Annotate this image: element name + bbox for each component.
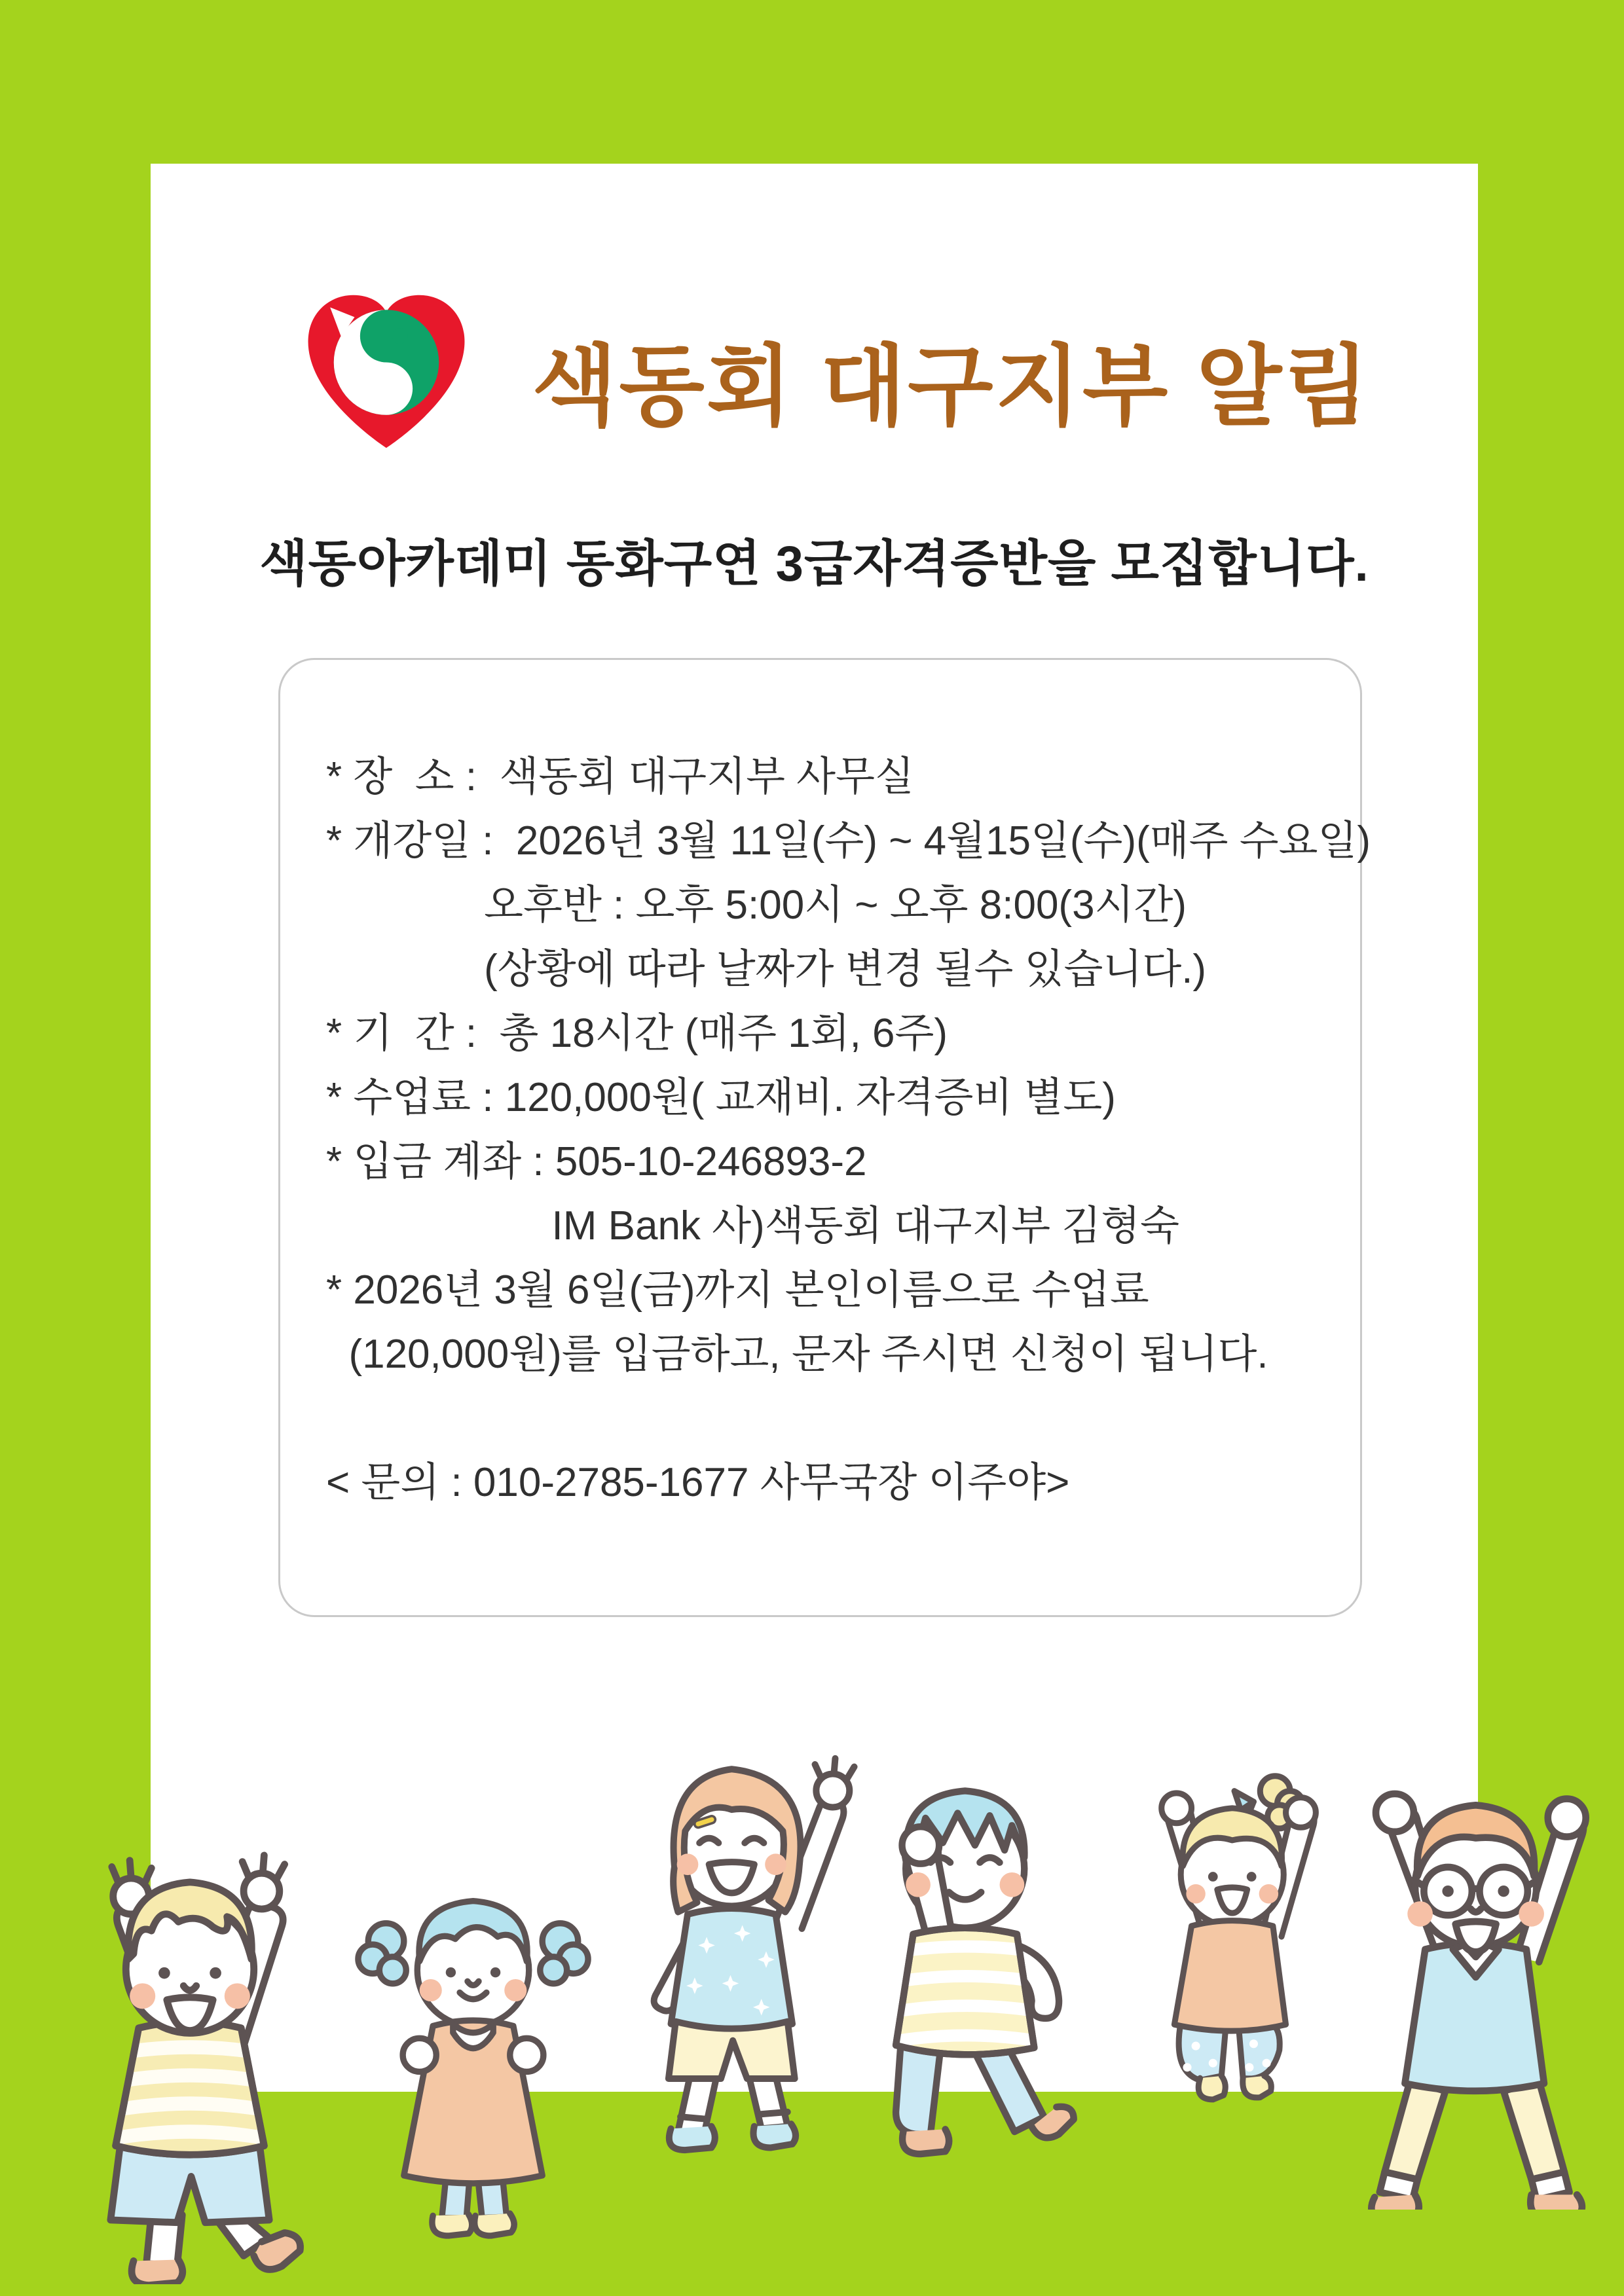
child-2-girl-pigtails-icon <box>350 1843 596 2245</box>
child-5-girl-ponytail-icon <box>1116 1755 1352 2140</box>
child-6-boy-glasses-icon <box>1339 1755 1617 2210</box>
notice-line-fee: * 수업료 : 120,000원( 교재비. 자격증비 별도) <box>326 1075 1116 1120</box>
notice-line-start-date: * 개강일 : 2026년 3월 11일(수) ~ 4월15일(수)(매주 수요일) <box>326 818 1371 864</box>
notice-line-deadline: * 2026년 3월 6일(금)까지 본인이름으로 수업료 <box>326 1267 1149 1313</box>
child-1-boy-blond-icon <box>49 1823 331 2284</box>
child-4-boy-running-icon <box>832 1741 1103 2186</box>
notice-box <box>278 658 1371 1617</box>
notice-line-class-time: 오후반 : 오후 5:00시 ~ 오후 8:00(3시간) <box>326 883 1187 928</box>
notice-line-contact: < 문의 : 010-2785-1677 사무국장 이주야> <box>326 1460 1070 1505</box>
heart-dove-logo-icon <box>295 278 478 456</box>
poster-title: 색동회 대구지부 알림 <box>532 337 1371 436</box>
notice-line-bank-holder: IM Bank 사)색동회 대구지부 김형숙 <box>326 1203 1180 1248</box>
notice-line-payment: (120,000원)를 입금하고, 문자 주시면 신청이 됩니다. <box>326 1332 1268 1377</box>
notice-line-place: * 장 소 : 색동회 대구지부 사무실 <box>326 754 914 799</box>
poster-subtitle: 색동아카데미 동화구연 3급자격증반을 모집합니다. <box>259 536 1369 592</box>
notice-line-bank-account: * 입금 계좌 : 505-10-246893-2 <box>326 1139 867 1184</box>
notice-line-duration: * 기 간 : 총 18시간 (매주 1회, 6주) <box>326 1011 948 1056</box>
notice-line-date-notice: (상황에 따라 날짜가 변경 될수 있습니다.) <box>326 947 1207 992</box>
notice-line-blank <box>326 1387 1347 1451</box>
